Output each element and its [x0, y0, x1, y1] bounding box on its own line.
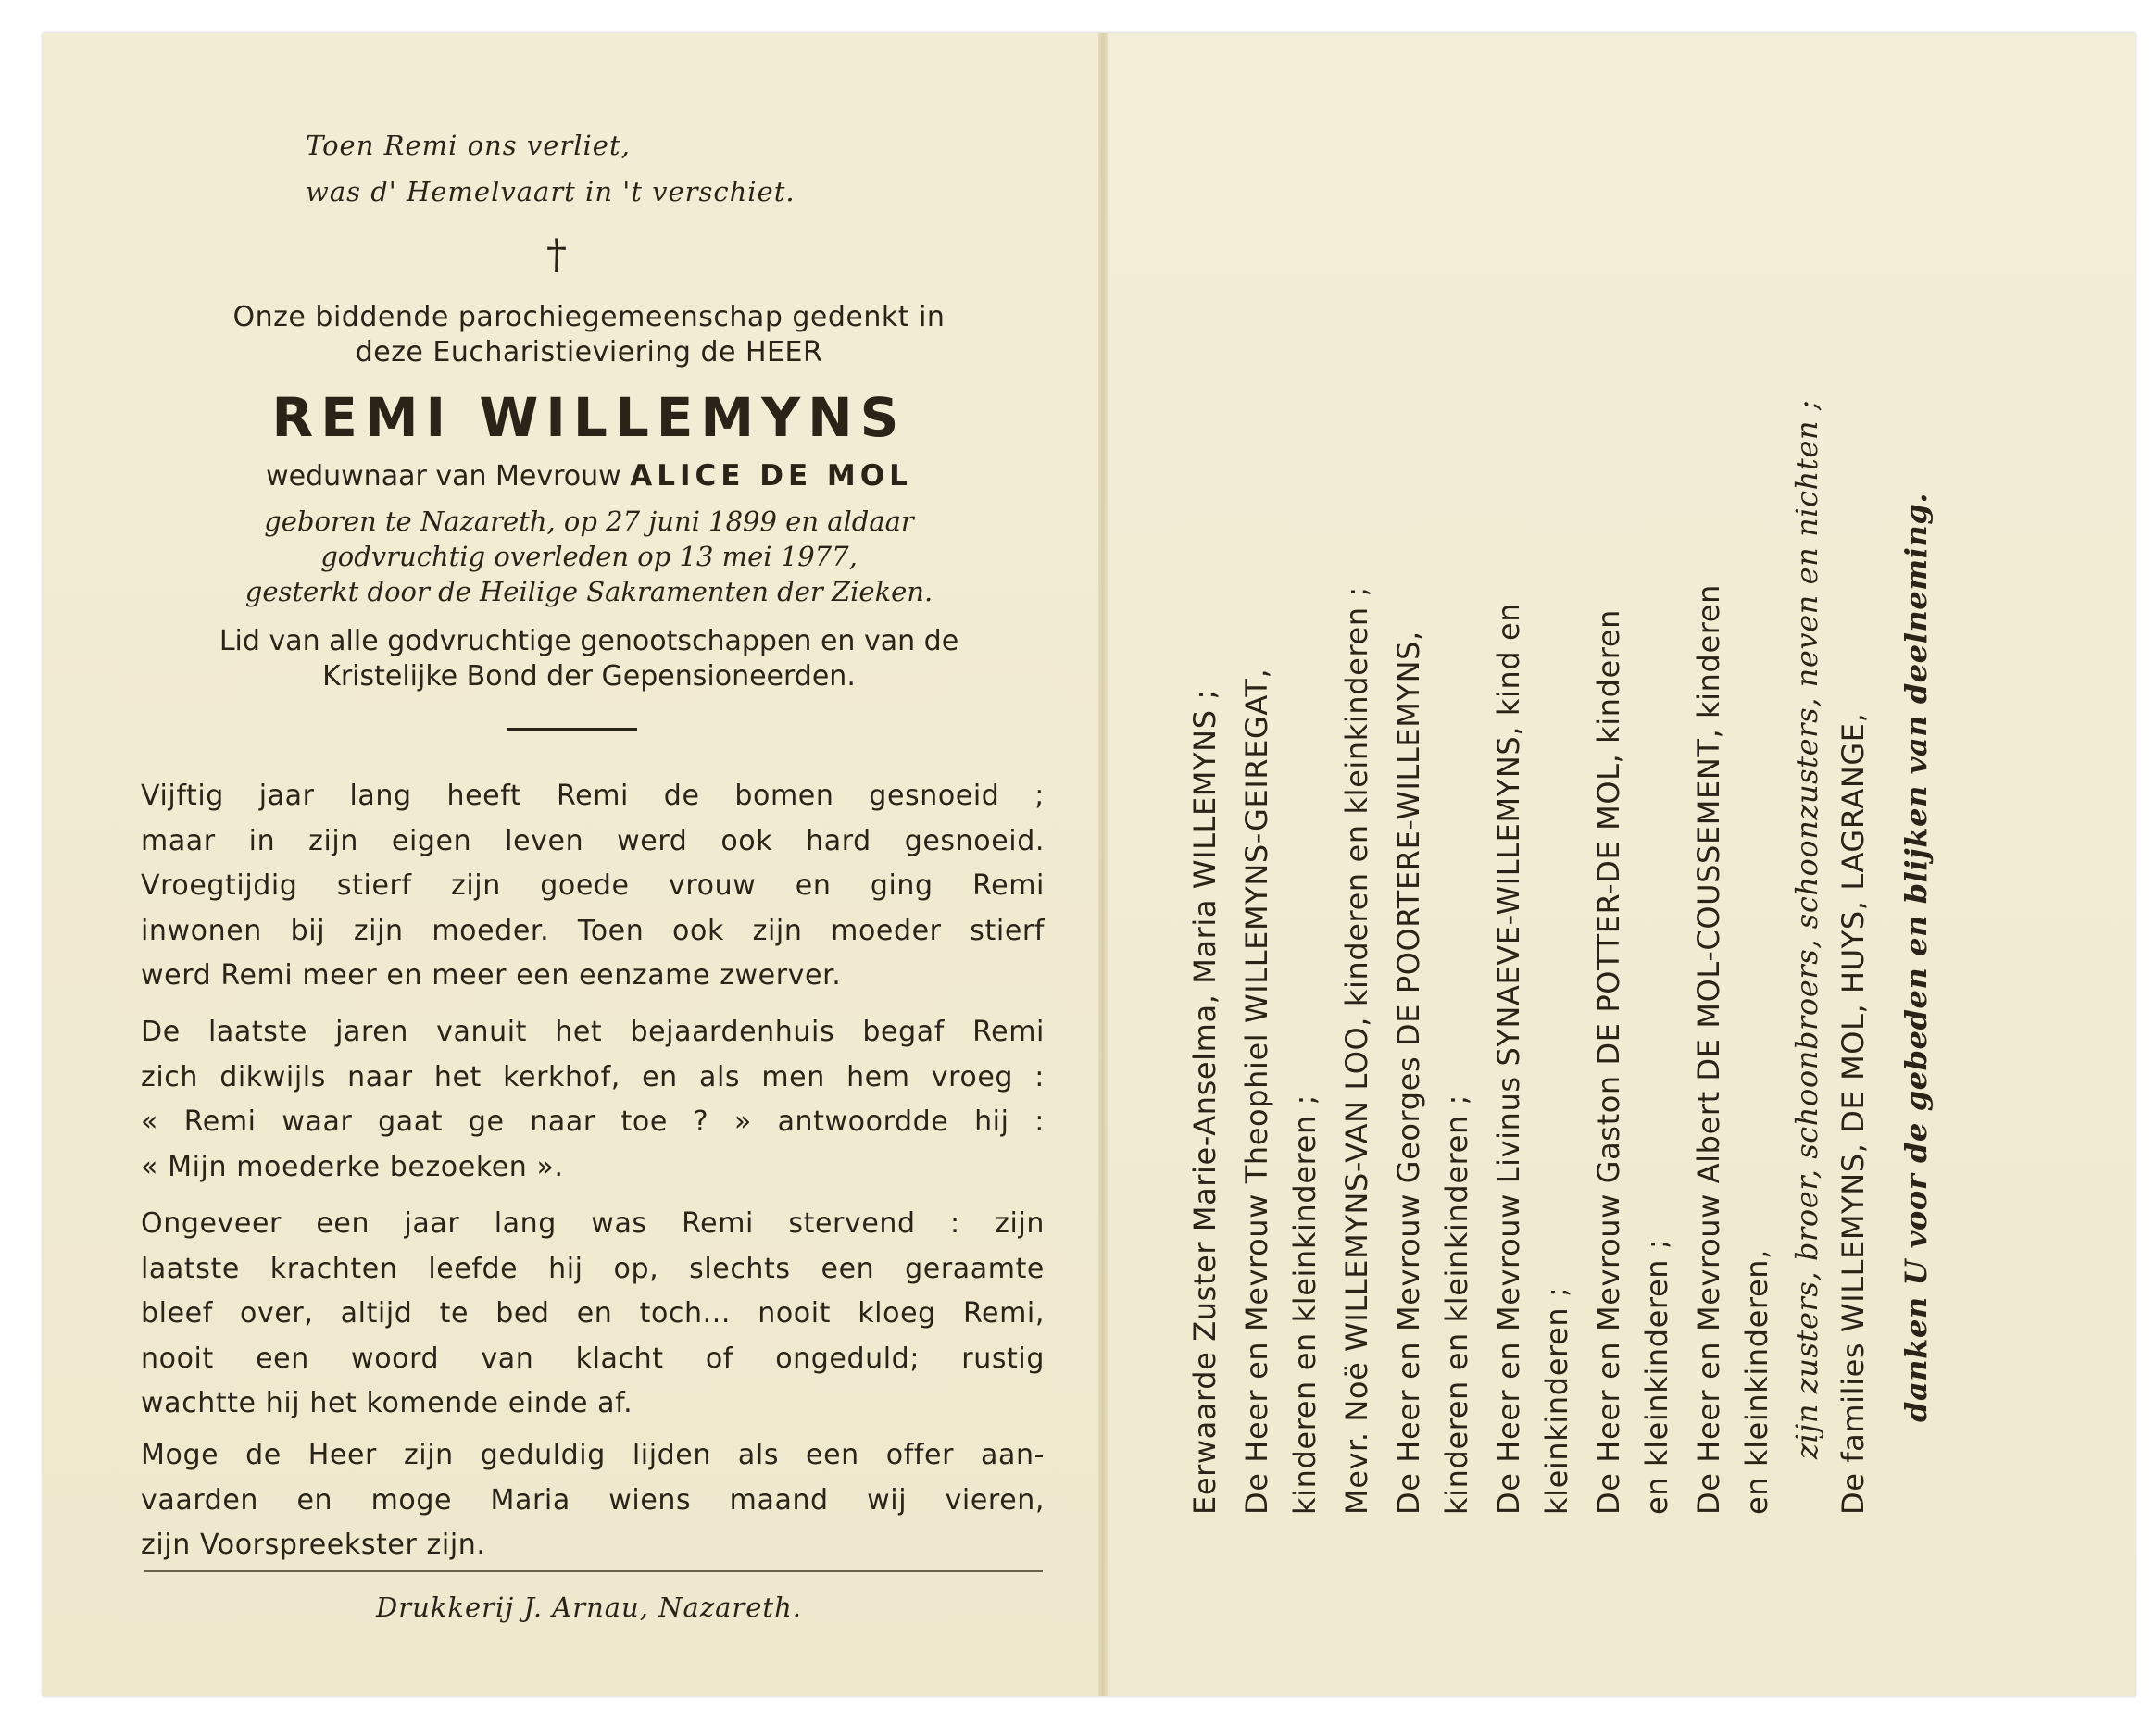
- paragraph-line: inwonen bij zijn moeder. Toen ook zijn moeder stierf: [141, 914, 1045, 947]
- membership-line-2: Kristelijke Bond der Gepensioneerden.: [322, 660, 856, 693]
- family-line: De Heer en Mevrouw Gaston DE POTTER-DE MOL, kinderen: [1591, 608, 1626, 1515]
- paragraph-line: nooit een woord van klacht of ongeduld; rustig: [141, 1342, 1045, 1375]
- family-line: Mevr. Noë WILLEMYNS-VAN LOO, kinderen en kleinkinderen ;: [1339, 586, 1374, 1515]
- paragraph-line: De laatste jaren vanuit het bejaardenhuis begaf Remi: [141, 1016, 1045, 1048]
- poem-line-1: Toen Remi ons verliet,: [306, 130, 631, 161]
- paragraph-line: werd Remi meer en meer een eenzame zwerver.: [141, 959, 842, 992]
- deceased-name: REMI WILLEMYNS: [271, 386, 907, 449]
- paragraph-line: laatste krachten leefde hij op, slechts een geraamte: [141, 1252, 1045, 1285]
- membership: [135, 624, 1043, 694]
- footer-divider: [144, 1570, 1043, 1572]
- intro: [135, 300, 1043, 370]
- poem: [274, 122, 830, 215]
- family-line: en kleinkinderen ;: [1639, 1238, 1674, 1515]
- widower-line: [135, 456, 1043, 497]
- paragraph-line: maar in zijn eigen leven werd ook hard gesnoeid.: [141, 824, 1045, 857]
- family-line: De families WILLEMYNS, DE MOL, HUYS, LAGRANGE,: [1836, 712, 1871, 1515]
- family-list: [1182, 154, 2015, 1515]
- paragraph-line: Moge de Heer zijn geduldig lijden als een offer aan-: [141, 1439, 1045, 1471]
- cross-icon: †: [546, 231, 567, 279]
- family-line: De Heer en Mevrouw Albert DE MOL-COUSSEMENT, kinderen: [1691, 584, 1726, 1515]
- paragraph-4: [141, 1433, 1045, 1568]
- paragraph-3: [141, 1202, 1045, 1427]
- intro-line-2: deze Eucharistieviering de HEER: [355, 336, 823, 368]
- family-line: De Heer en Mevrouw Theophiel WILLEMYNS-GEIREGAT,: [1239, 668, 1274, 1515]
- paragraph-line: Vroegtijdig stierf zijn goede vrouw en ging Remi: [141, 869, 1045, 902]
- intro-line-1: Onze biddende parochiegemeenschap gedenkt in: [232, 301, 946, 333]
- dates-line-3: gesterkt door de Heilige Sakramenten der Zieken.: [244, 576, 933, 607]
- family-line: kleinkinderen ;: [1539, 1286, 1574, 1515]
- paragraph-line: bleef over, altijd te bed en toch... nooit kloeg Remi,: [141, 1297, 1045, 1330]
- paragraph-line: Ongeveer een jaar lang was Remi stervend : zijn: [141, 1207, 1045, 1240]
- membership-line-1: Lid van alle godvruchtige genootschappen en van de: [219, 625, 959, 657]
- dates-line-1: geboren te Nazareth, op 27 juni 1899 en aldaar: [264, 506, 914, 537]
- paragraph-line: vaarden en moge Maria wiens maand wij vieren,: [141, 1483, 1045, 1517]
- widower-prefix: weduwnaar van Mevrouw: [266, 460, 631, 493]
- paragraph-line: « Remi waar gaat ge naar toe ? » antwoordde hij :: [141, 1105, 1045, 1138]
- paragraph-line: « Mijn moederke bezoeken ».: [141, 1150, 564, 1183]
- paragraph-line: zich dikwijls naar het kerkhof, en als men hem vroeg :: [141, 1060, 1045, 1093]
- family-line: Eerwaarde Zuster Marie-Anselma, Maria WILLEMYNS ;: [1187, 689, 1222, 1515]
- family-line: zijn zusters, broer, schoonbroers, schoonzusters, neven en nichten ;: [1789, 399, 1824, 1459]
- paragraph-line: zijn Voorspreekster zijn.: [141, 1529, 486, 1561]
- left-panel: [43, 33, 1100, 1696]
- paragraph-2: [141, 1010, 1045, 1190]
- dates-line-2: godvruchtig overleden op 13 mei 1977,: [320, 541, 858, 572]
- birth-death-dates: [135, 504, 1043, 609]
- family-line: en kleinkinderen,: [1739, 1249, 1774, 1515]
- family-line: De Heer en Mevrouw Livinus SYNAEVE-WILLEMYNS, kind en: [1491, 602, 1526, 1515]
- memorial-card: [43, 33, 2136, 1696]
- spouse-name: ALICE DE MOL: [630, 459, 912, 493]
- family-line: kinderen en kleinkinderen ;: [1287, 1094, 1322, 1515]
- family-line: De Heer en Mevrouw Georges DE POORTERE-WILLEMYNS,: [1391, 631, 1426, 1515]
- printer-credit: Drukkerij J. Arnau, Nazareth.: [376, 1592, 802, 1623]
- closing-line: danken U voor de gebeden en blijken van deelneming.: [1898, 492, 1934, 1422]
- paragraph-line: wachtte hij het komende einde af.: [141, 1387, 633, 1419]
- paragraph-line: Vijftig jaar lang heeft Remi de bomen gesnoeid ;: [141, 780, 1045, 812]
- right-panel: [1108, 33, 2136, 1696]
- divider: [507, 728, 637, 731]
- paragraph-1: [141, 774, 1045, 999]
- family-line: kinderen en kleinkinderen ;: [1439, 1094, 1474, 1515]
- poem-line-2: was d' Hemelvaart in 't verschiet.: [306, 176, 796, 207]
